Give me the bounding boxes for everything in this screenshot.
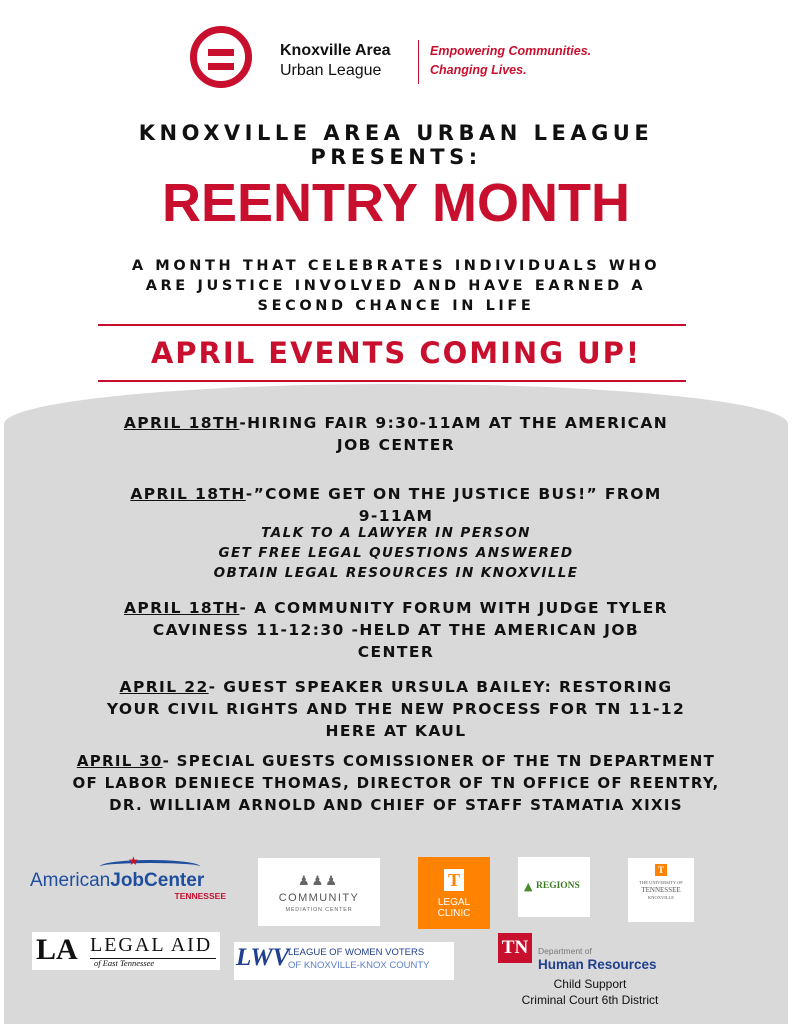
subtitle-line3: SECOND CHANCE IN LIFE	[257, 298, 535, 314]
event-1-line1: -HIRING FAIR 9:30-11AM AT THE AMERICAN	[239, 414, 669, 432]
legal-aid-name: LEGAL AID	[90, 934, 213, 956]
regions-name: REGIONS	[536, 881, 580, 891]
subtitle	[0, 256, 792, 316]
lwv-line2: OF KNOXVILLE-KNOX COUNTY	[288, 960, 430, 971]
event-1-line2: JOB CENTER	[336, 436, 456, 454]
event-3-date: APRIL 18TH	[123, 599, 240, 617]
event-2-date: APRIL 18TH	[130, 485, 246, 503]
ut-t-icon: T	[444, 869, 464, 891]
lwv-line1: LEAGUE OF WOMEN VOTERS	[288, 947, 425, 958]
legal-aid-subtitle: of East Tennessee	[94, 958, 155, 968]
event-4-line2: YOUR CIVIL RIGHTS AND THE NEW PROCESS FOR TN 11-12	[106, 700, 686, 718]
event-5-date: APRIL 30	[76, 752, 163, 770]
ut-t-small-icon: T	[655, 864, 667, 876]
ut-line3: KNOXVILLE	[648, 895, 674, 900]
legal-aid-logo	[32, 932, 220, 970]
events-heading: APRIL EVENTS COMING UP!	[150, 336, 642, 370]
people-icon: ♟♟♟	[298, 874, 339, 889]
american-job-center-logo	[30, 854, 230, 904]
legal-aid-la-mark: LA	[36, 933, 78, 966]
subtitle-line1: A MONTH THAT CELEBRATES INDIVIDUALS WHO	[131, 258, 661, 274]
logo-divider	[418, 40, 419, 84]
legal-clinic-line1: LEGAL	[437, 897, 471, 908]
regions-logo	[518, 857, 590, 917]
event-2-detail-3: OBTAIN LEGAL RESOURCES IN KNOXVILLE	[213, 565, 579, 581]
sponsor-footer	[480, 976, 700, 1008]
event-4-date: APRIL 22	[119, 678, 209, 696]
event-5-line3: DR. WILLIAM ARNOLD AND CHIEF OF STAFF STAMATIA XIXIS	[109, 796, 683, 814]
logo-tagline-line1: Empowering Communities.	[430, 44, 592, 58]
tn-mark: TN	[498, 933, 532, 963]
regions-triangle-icon: ▲	[524, 880, 533, 893]
legal-clinic-logo	[418, 857, 490, 929]
ajc-name-b: JobCenter	[110, 870, 205, 891]
logo-tagline-line2: Changing Lives.	[430, 63, 527, 77]
event-4	[0, 676, 792, 742]
logo-name-line2: Urban League	[280, 62, 382, 79]
star-icon: ★	[128, 854, 139, 868]
community-mediation-logo	[258, 858, 380, 926]
urban-league-equal-icon	[190, 26, 252, 88]
subtitle-line2: ARE JUSTICE INVOLVED AND HAVE EARNED A	[145, 278, 647, 294]
presenter-line1: KNOXVILLE AREA URBAN LEAGUE	[138, 121, 654, 145]
event-5-line2: OF LABOR DENIECE THOMAS, DIRECTOR OF TN OFFICE OF REENTRY,	[72, 774, 720, 792]
event-3-line3: CENTER	[357, 643, 435, 661]
league-of-women-voters-logo	[234, 942, 454, 980]
community-line2: MEDIATION CENTER	[285, 907, 353, 913]
event-4-line3: HERE AT KAUL	[325, 722, 467, 740]
lwv-mark: LWV	[236, 944, 290, 971]
event-4-line1: - GUEST SPEAKER URSULA BAILEY: RESTORING	[208, 678, 673, 696]
event-2-line2: 9-11AM	[358, 507, 434, 525]
event-1	[0, 412, 792, 456]
event-3-line1: - A COMMUNITY FORUM WITH JUDGE TYLER	[239, 599, 669, 617]
event-2-detail-1: TALK TO A LAWYER IN PERSON	[261, 525, 531, 541]
criminal-court-text: Criminal Court 6th District	[521, 993, 659, 1007]
ut-knoxville-logo	[628, 858, 694, 922]
presenter-line2: PRESENTS:	[310, 145, 482, 169]
ajc-state: TENNESSEE	[174, 891, 226, 901]
tn-dept-label: Department of	[538, 946, 592, 956]
top-rule	[98, 324, 686, 326]
legal-clinic-line2: CLINIC	[437, 908, 471, 919]
event-5-line1: - SPECIAL GUESTS COMISSIONER OF THE TN DEPARTMENT	[162, 752, 716, 770]
page-title: REENTRY MONTH	[161, 173, 631, 233]
child-support-text: Child Support	[553, 977, 627, 991]
logo-name-line1: Knoxville Area	[280, 42, 391, 59]
event-1-date: APRIL 18TH	[123, 414, 240, 432]
event-3	[0, 597, 792, 663]
event-2	[0, 483, 792, 527]
tn-hr-label: Human Resources	[538, 957, 657, 972]
kaul-logo	[190, 24, 600, 96]
ut-line1: THE UNIVERSITY OF	[639, 880, 683, 885]
event-2-details	[0, 523, 792, 583]
bottom-rule	[98, 380, 686, 382]
event-5	[0, 750, 792, 816]
event-2-line1: -”COME GET ON THE JUSTICE BUS!” FROM	[245, 485, 662, 503]
event-3-line2: CAVINESS 11-12:30 -HELD AT THE AMERICAN JOB	[152, 621, 640, 639]
ut-line2: TENNESSEE	[641, 886, 681, 894]
tn-human-resources-logo	[498, 933, 678, 979]
ajc-name-a: American	[30, 870, 111, 891]
event-2-detail-2: GET FREE LEGAL QUESTIONS ANSWERED	[218, 545, 574, 561]
community-line1: COMMUNITY	[278, 892, 360, 904]
